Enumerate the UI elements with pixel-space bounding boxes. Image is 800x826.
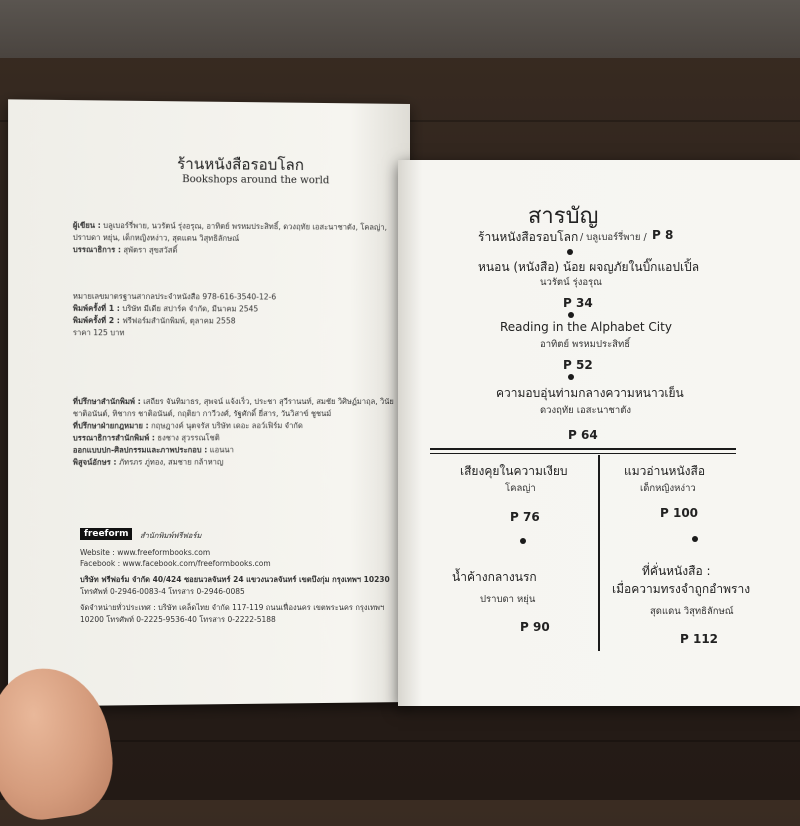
toc-item3-author: อาทิตย์ พรหมประสิทธิ์	[540, 339, 631, 350]
toc-item3-title: Reading in the Alphabet City	[500, 320, 672, 334]
toc-item5-title: เสียงคุยในความเงียบ	[460, 464, 568, 478]
toc-dot	[520, 538, 526, 544]
toc-item7-page: P 90	[520, 620, 550, 634]
advisor-label: ที่ปรึกษาสำนักพิมพ์ :	[72, 396, 141, 407]
toc-item8-title-line1: ที่คั่นหนังสือ :	[642, 564, 711, 578]
toc-item5-author: โคลญ่า	[505, 483, 536, 494]
company-phone: โทรศัพท์ 0-2946-0083-4 โทรสาร 0-2946-0085	[80, 587, 245, 596]
logo-tagline: สำนักพิมพ์ฟรีฟอร์ม	[140, 531, 202, 540]
website: Website : www.freeformbooks.com	[80, 548, 211, 557]
toc-item2-page: P 34	[563, 296, 593, 310]
toc-item1-title: ร้านหนังสือรอบโลก	[478, 230, 579, 244]
authors-line1: บลูเบอร์รี่พาย, นวรัตน์ รุ่งอรุณ, อาทิตย์ พรหมประสิทธิ์, ดวงฤทัย เอสะนาชาตัง, โคลญ่า,	[103, 220, 387, 232]
editor-name: สุพัตรา สุขสวัสดิ์	[123, 245, 178, 255]
legal-label: ที่ปรึกษาฝ่ายกฎหมาย :	[72, 421, 149, 431]
toc-dot	[567, 249, 573, 255]
company-address: บริษัท ฟรีฟอร์ม จำกัด 40/424 ซอยนวลจันทร์ 24 แขวงนวลจันทร์ เขตบึงกุ่ม กรุงเทพฯ 10230	[80, 575, 390, 584]
design: แอนนา	[209, 445, 234, 455]
background-wall	[0, 0, 800, 58]
toc-dot	[568, 312, 574, 318]
advisor-line1: เสถียร จันทิมาธร, สุพจน์ แจ้งเร็ว, ประชา สุวีรานนท์, สมชัย วิศิษฏ์มาฤล, วินัย	[143, 396, 394, 407]
proof-label: พิสูจน์อักษร :	[72, 457, 117, 467]
editor-label: บรรณาธิการ :	[72, 244, 121, 255]
print2-label: พิมพ์ครั้งที่ 2 :	[72, 315, 120, 326]
authors-line2: ปราบดา หยุ่น, เด็กหญิงหง่าว, สุดแดน วิสุทธิลักษณ์	[72, 232, 240, 243]
price: ราคา 125 บาท	[72, 328, 125, 338]
toc-item8-page: P 112	[680, 632, 719, 646]
toc-divider-vertical	[598, 455, 600, 651]
legal: กฤษฎางค์ นุตจรัส บริษัท เดอะ ลอว์เฟิร์ม จำกัด	[151, 421, 303, 431]
distributor: จัดจำหน่ายทั่วประเทศ : บริษัท เคล็ดไทย จำกัด 117-119 ถนนเฟื่องนคร เขตพระนคร กรุงเทพฯ	[80, 603, 385, 612]
toc-title: สารบัญ	[528, 204, 599, 229]
toc-item2-title: หนอน (หนังสือ) น้อย ผจญภัยในบิ๊กแอปเปิ้ล	[478, 260, 700, 274]
toc-item2-author: นวรัตน์ รุ่งอรุณ	[540, 277, 602, 288]
authors-label: ผู้เขียน :	[72, 220, 101, 230]
toc-item1-author: / บลูเบอร์รี่พาย /	[580, 232, 647, 243]
wood-grain	[0, 740, 800, 742]
toc-item6-page: P 100	[660, 506, 699, 520]
freeform-logo: freeform	[80, 528, 132, 540]
toc-item7-title: น้ำค้างกลางนรก	[452, 570, 537, 584]
toc-dot	[568, 374, 574, 380]
toc-item8-title-line2: เมื่อความทรงจำถูกอำพราง	[612, 582, 751, 596]
advisor-line2: ชาติอนันต์, ทิชากร ชาติอนันต์, กฤติยา กาวีวงศ์, รัฐศักดิ์ ยี่สาร, วันวิสาข์ ชูชนม์	[72, 409, 332, 419]
toc-item4-page: P 64	[568, 428, 598, 442]
toc-item4-author: ดวงฤทัย เอสะนาชาตัง	[540, 405, 632, 416]
print1: บริษัท มีเดีย สปาร์ค จำกัด, มีนาคม 2545	[122, 303, 259, 314]
print2: ฟรีฟอร์มสำนักพิมพ์, ตุลาคม 2558	[122, 316, 236, 326]
book-title: ร้านหนังสือรอบโลก	[177, 154, 304, 175]
toc-item7-author: ปราบดา หยุ่น	[480, 594, 536, 605]
art: ธงชาง สุวรรณโชติ	[157, 433, 220, 443]
toc-item1-page: P 8	[652, 228, 674, 242]
isbn: หมายเลขมาตรฐานสากลประจำหนังสือ 978-616-3540-12-6	[72, 291, 277, 302]
toc-item8-author: สุดแดน วิสุทธิลักษณ์	[650, 606, 734, 617]
distributor-phone: 10200 โทรศัพท์ 0-2225-9536-40 โทรสาร 0-2222-5188	[80, 615, 276, 624]
toc-divider-top-thin	[430, 453, 736, 454]
toc-item6-title: แมวอ่านหนังสือ	[624, 464, 706, 478]
toc-divider-top	[430, 448, 736, 450]
book-subtitle: Bookshops around the world	[182, 173, 330, 187]
facebook: Facebook : www.facebook.com/freeformbooks.com	[80, 559, 271, 568]
proof: ภัทรภร ภู่ทอง, สมชาย กล้าหาญ	[118, 457, 224, 467]
toc-dot	[692, 536, 698, 542]
design-label: ออกแบบปก-ศิลปกรรมและภาพประกอบ :	[72, 445, 208, 455]
toc-item6-author: เด็กหญิงหง่าว	[640, 483, 696, 494]
toc-item4-title: ความอบอุ่นท่ามกลางความหนาวเย็น	[496, 386, 684, 400]
toc-item3-page: P 52	[563, 358, 593, 372]
toc-item5-page: P 76	[510, 510, 540, 524]
art-label: บรรณาธิการสำนักพิมพ์ :	[72, 433, 155, 443]
print1-label: พิมพ์ครั้งที่ 1 :	[72, 303, 120, 313]
